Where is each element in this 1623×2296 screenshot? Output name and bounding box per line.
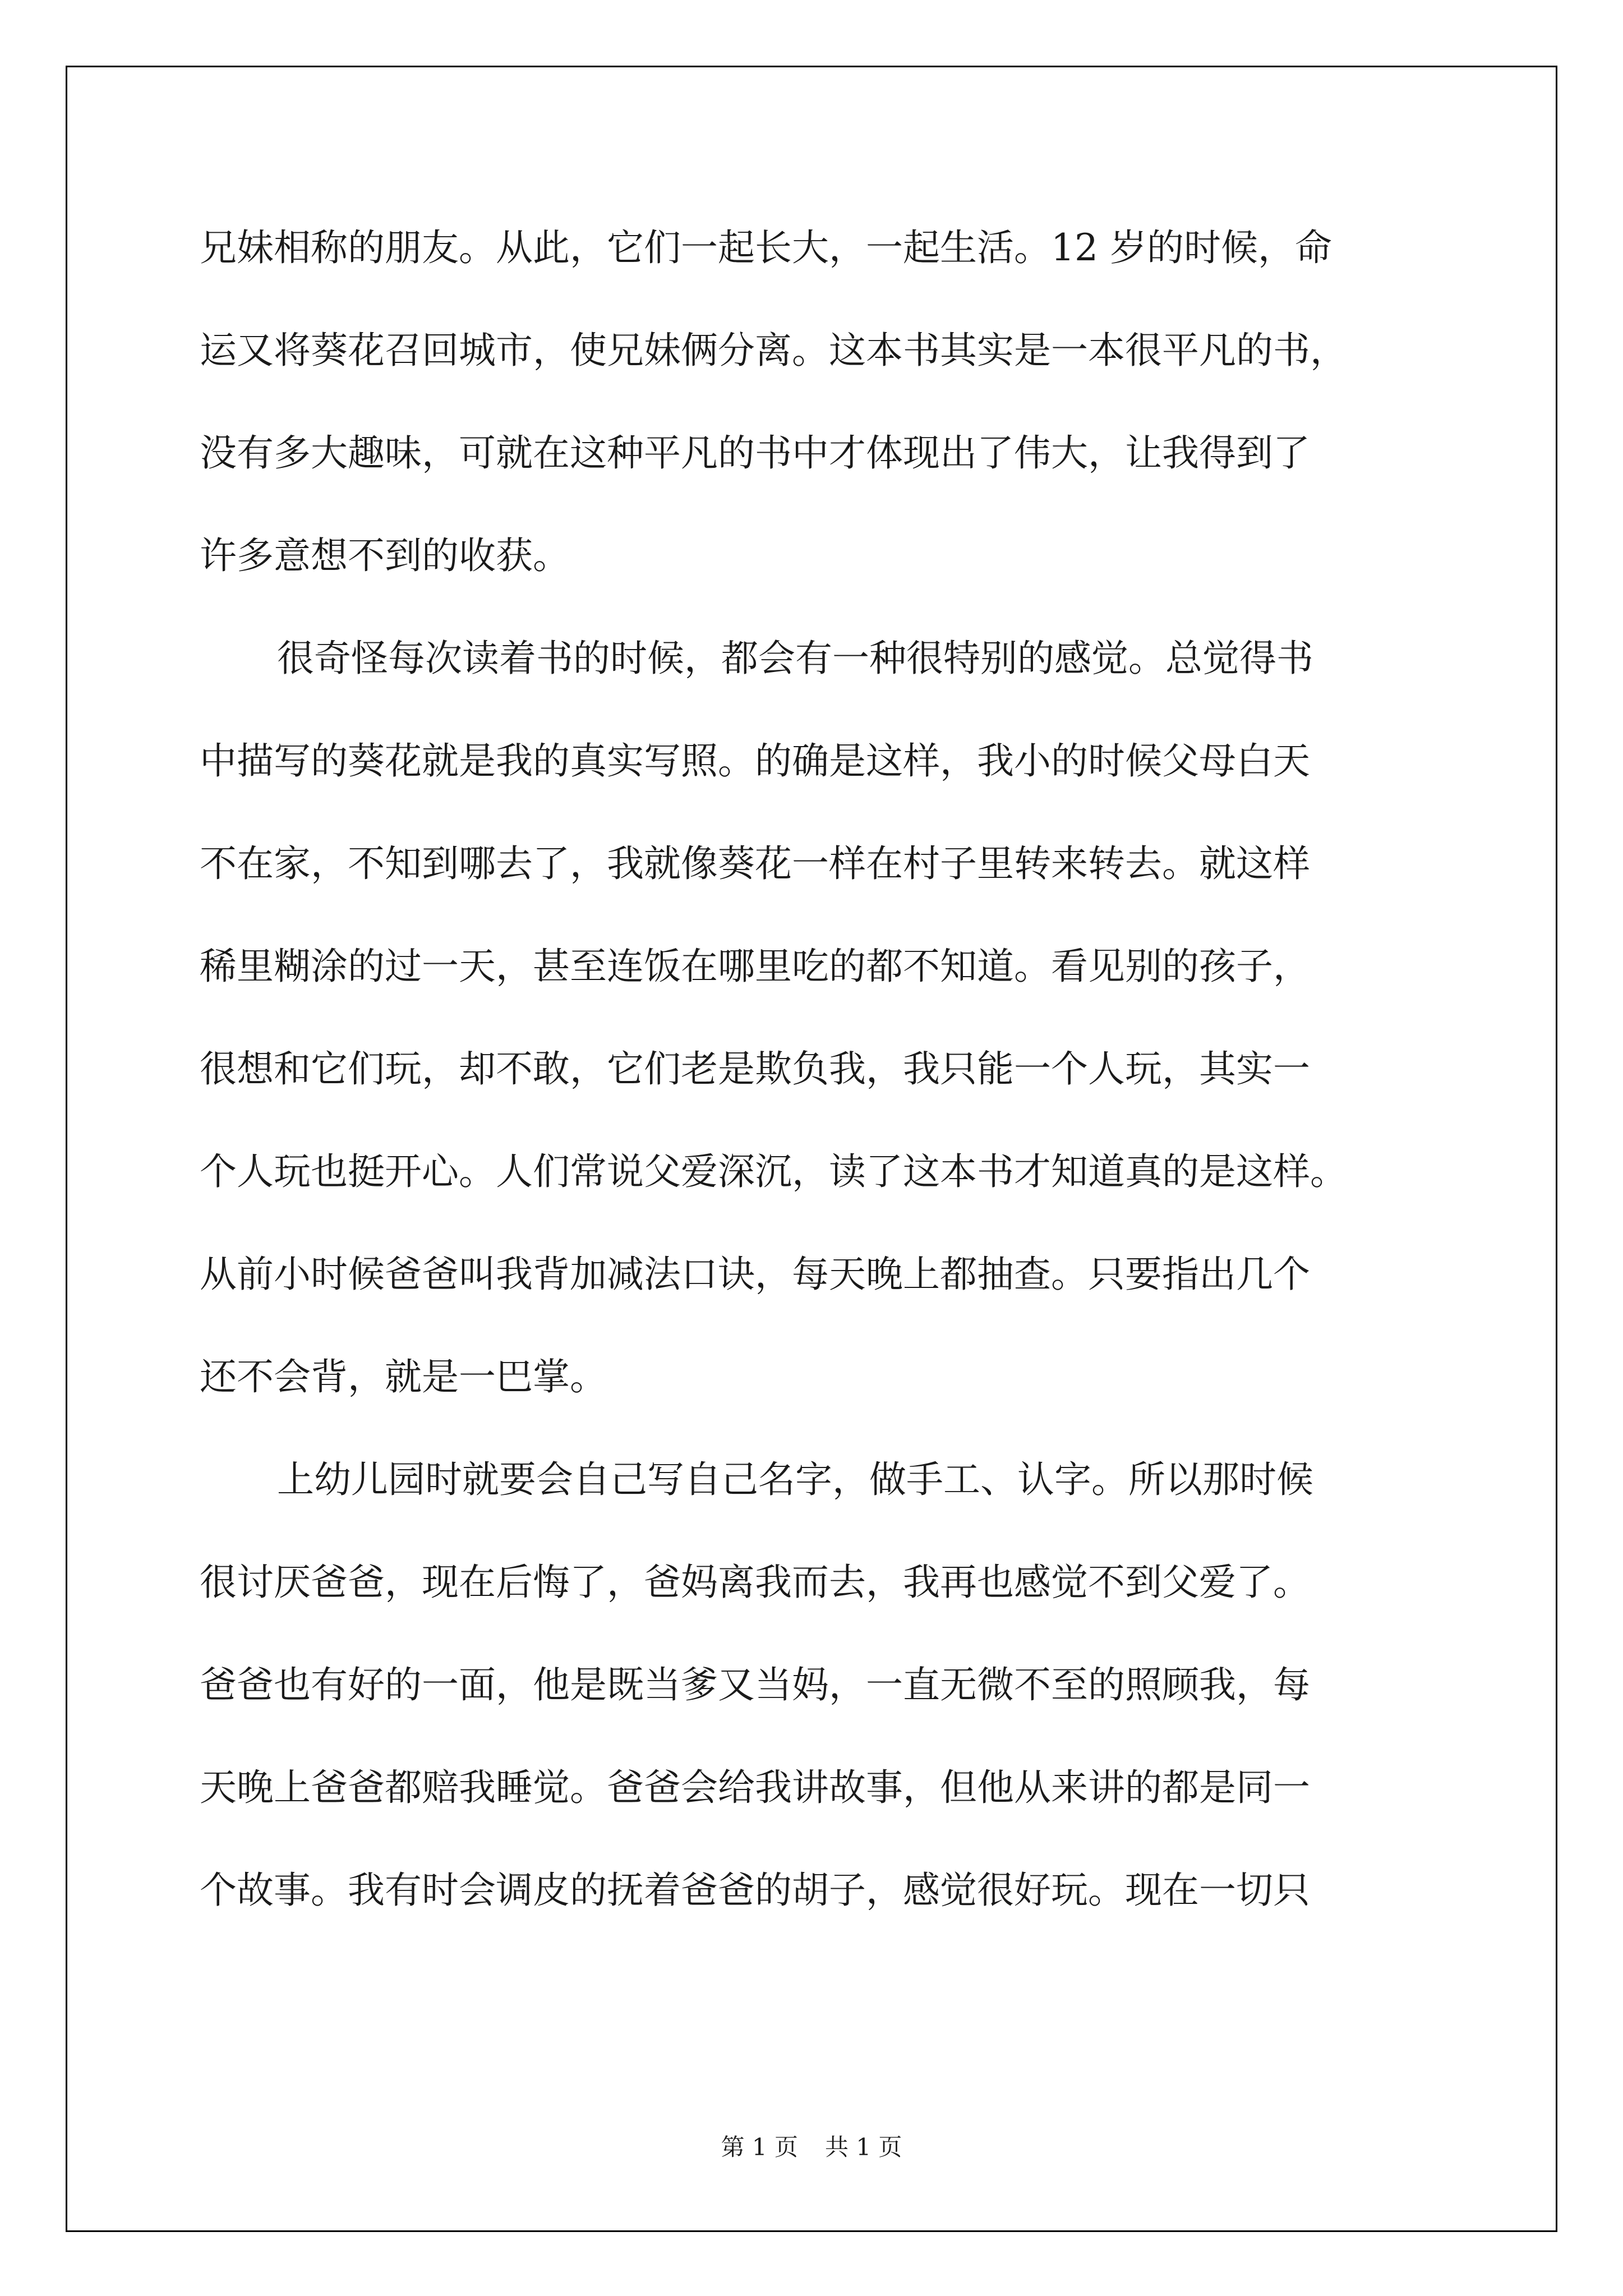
text-line: 从前小时候爸爸叫我背加减法口诀，每天晚上都抽查。只要指出几个 xyxy=(200,1253,1310,1296)
text-line: 不在家，不知到哪去了，我就像葵花一样在村子里转来转去。就这样 xyxy=(200,842,1310,885)
paragraph-start-line: 上幼儿园时就要会自己写自己名字，做手工、认字。所以那时候 xyxy=(277,1458,1313,1501)
page-number: 第 1 页 xyxy=(721,2133,798,2161)
text-line: 个故事。我有时会调皮的抚着爸爸的胡子，感觉很好玩。现在一切只 xyxy=(200,1869,1310,1912)
paragraph-start-line: 很奇怪每次读着书的时候，都会有一种很特别的感觉。总觉得书 xyxy=(277,637,1313,680)
text-line: 个人玩也挺开心。人们常说父爱深沉，读了这本书才知道真的是这样。 xyxy=(200,1150,1347,1193)
text-line: 很想和它们玩，却不敢，它们老是欺负我，我只能一个人玩，其实一 xyxy=(200,1047,1310,1091)
text-line: 运又将葵花召回城市，使兄妹俩分离。这本书其实是一本很平凡的书， xyxy=(200,329,1347,372)
text-line: 中描写的葵花就是我的真实写照。的确是这样，我小的时候父母白天 xyxy=(200,739,1310,783)
document-body xyxy=(200,196,1456,1941)
text-line: 没有多大趣味，可就在这种平凡的书中才体现出了伟大，让我得到了 xyxy=(200,431,1310,475)
text-line: 许多意想不到的收获。 xyxy=(200,534,570,577)
text-line: 还不会背，就是一巴掌。 xyxy=(200,1355,607,1398)
text-line: 爸爸也有好的一面，他是既当爹又当妈，一直无微不至的照顾我，每 xyxy=(200,1663,1310,1706)
text-line: 天晚上爸爸都赔我睡觉。爸爸会给我讲故事，但他从来讲的都是同一 xyxy=(200,1766,1310,1809)
text-line: 兄妹相称的朋友。从此，它们一起长大，一起生活。12 岁的时候，命 xyxy=(200,226,1332,269)
text-line: 很讨厌爸爸，现在后悔了，爸妈离我而去，我再也感觉不到父爱了。 xyxy=(200,1561,1310,1604)
text-line: 稀里糊涂的过一天，甚至连饭在哪里吃的都不知道。看见别的孩子， xyxy=(200,945,1310,988)
page-total: 共 1 页 xyxy=(825,2133,902,2161)
page-footer xyxy=(0,2132,1623,2163)
